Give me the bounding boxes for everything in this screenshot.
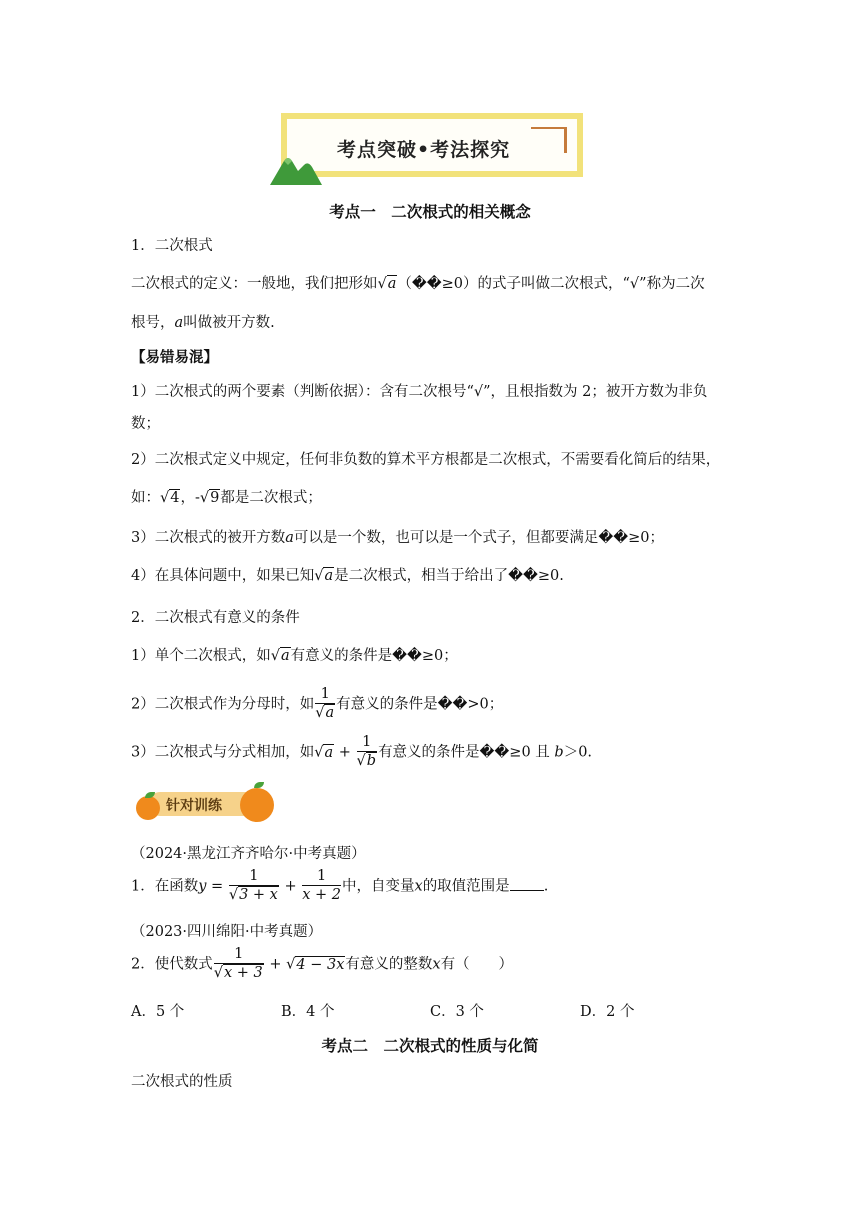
point-2: 2）二次根式定义中规定，任何非负数的算术平方根都是二次根式，不需要看化简后的结果， xyxy=(131,452,721,468)
subheading-2: 2．二次根式有意义的条件 xyxy=(131,610,300,626)
banner-decoration-bar xyxy=(564,129,567,153)
section-heading-2: 考点二 二次根式的性质与化简 xyxy=(321,1036,539,1055)
text: 1．在函数 xyxy=(131,878,199,895)
point-4: 4）在具体问题中，如果已知√a是二次根式，相当于给出了��≥0. xyxy=(131,568,564,584)
text: 是二次根式，相当于给出了��≥0. xyxy=(334,568,564,584)
text: 有意义的条件是��>0； xyxy=(336,696,504,713)
text: 二次根式的定义：一般地，我们把形如 xyxy=(131,276,378,292)
text: （��≥0）的式子叫做二次根式，“√”称为二次 xyxy=(397,276,705,292)
orange-icon xyxy=(240,788,274,822)
question-source: （2024·黑龙江齐齐哈尔·中考真题） xyxy=(131,846,366,862)
section-banner xyxy=(281,113,583,177)
point-1: 1）二次根式的两个要素（判断依据）：含有二次根号“√”，且根指数为 2；被开方数为非负 xyxy=(131,384,708,400)
text: 有意义的条件是��≥0 且 xyxy=(378,744,550,761)
text: 的取值范围是 xyxy=(422,878,510,895)
text: 有意义的条件是��≥0； xyxy=(290,648,458,664)
text: 有（ ） xyxy=(440,956,514,973)
question-2: 2．使代数式 $\frac{1}{√x + 3}$ + √4 − 3x有意义的整数x有（ ） xyxy=(131,946,514,981)
text: 中，自变量 xyxy=(342,878,415,895)
sqrt-a: √a xyxy=(377,276,397,292)
point-3: 3）二次根式的被开方数a可以是一个数，也可以是一个式子，但都要满足��≥0； xyxy=(131,530,664,546)
condition-3: 3）二次根式与分式相加，如√a + $\frac{1}{√b}$ 有意义的条件是��≥0 且 b＞0. xyxy=(131,734,593,769)
text: ＞0. xyxy=(563,744,593,761)
text: 2）二次根式作为分母时，如 xyxy=(131,696,315,713)
mountain-icon xyxy=(270,153,322,185)
tag-label: 针对训练 xyxy=(166,798,222,814)
text: 1）单个二次根式，如 xyxy=(131,648,271,664)
leaf-icon xyxy=(254,782,264,788)
text: 都是二次根式； xyxy=(220,490,322,506)
condition-2 xyxy=(131,686,503,723)
text: 有意义的整数 xyxy=(345,956,433,973)
text: 3）二次根式的被开方数 xyxy=(131,530,286,546)
option-a[interactable]: A．5 个 xyxy=(131,1004,185,1020)
point-1-cont: 数； xyxy=(131,416,160,432)
condition-1: 1）单个二次根式，如√a有意义的条件是��≥0； xyxy=(131,648,458,664)
text: 如： xyxy=(131,490,160,506)
answer-blank[interactable] xyxy=(510,890,544,891)
text: 4）在具体问题中，如果已知 xyxy=(131,568,315,584)
text: 3）二次根式与分式相加，如 xyxy=(131,744,315,761)
var-a: a xyxy=(174,315,184,331)
text: 根号， xyxy=(131,315,175,331)
orange-icon xyxy=(136,796,160,820)
option-b[interactable]: B．4 个 xyxy=(281,1004,335,1020)
option-c[interactable]: C．3 个 xyxy=(430,1004,484,1020)
subheading: 1．二次根式 xyxy=(131,238,213,254)
question-source: （2023·四川绵阳·中考真题） xyxy=(131,924,323,940)
question-1: 1．在函数y = $\frac{1}{√3 + x}$ + $\frac{1}{x + 2}$ 中，自变量x的取值范围是 . xyxy=(131,868,549,903)
subheading-3: 二次根式的性质 xyxy=(131,1074,233,1090)
confuse-label: 【易错易混】 xyxy=(131,349,218,366)
sqrt-9: √9 xyxy=(199,490,220,506)
training-tag xyxy=(136,786,274,820)
banner-decoration xyxy=(531,127,567,129)
text: 叫做被开方数. xyxy=(183,315,275,331)
definition-line xyxy=(131,274,705,294)
section-heading: 考点一 二次根式的相关概念 xyxy=(329,202,531,221)
point-2-cont: 如：√4，-√9都是二次根式； xyxy=(131,490,322,506)
text: 可以是一个数，也可以是一个式子，但都要满足��≥0； xyxy=(293,530,664,546)
banner-title: 考点突破•考法探究 xyxy=(337,139,511,161)
fraction: $\frac{1}{√a}$ xyxy=(315,686,335,721)
sqrt-4: √4 xyxy=(160,490,180,506)
definition-line-2 xyxy=(131,313,275,333)
option-d[interactable]: D．2 个 xyxy=(580,1004,635,1020)
text: 2．使代数式 xyxy=(131,956,213,973)
fraction: $\frac{1}{√b}$ xyxy=(356,734,377,769)
